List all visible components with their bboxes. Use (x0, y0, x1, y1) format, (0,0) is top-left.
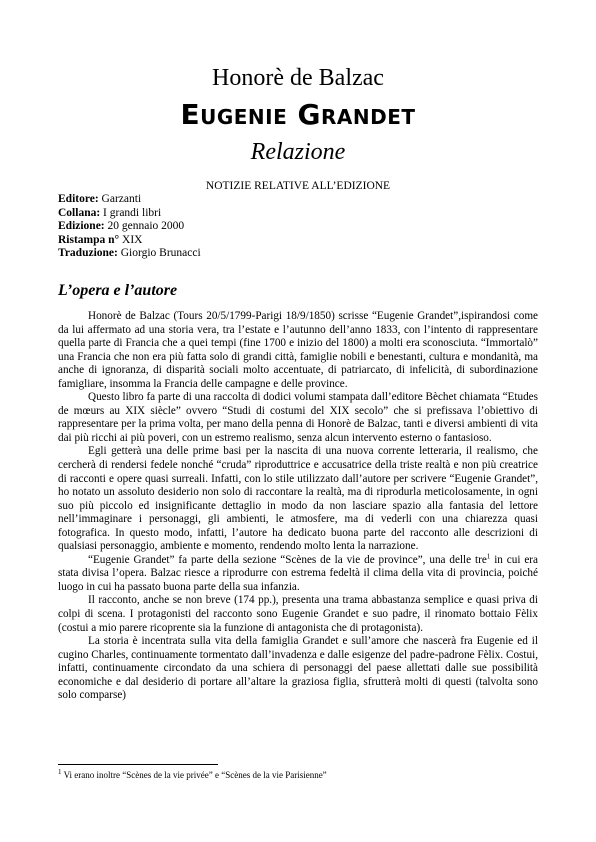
field-label: Ristampa n° (58, 233, 120, 246)
edition-heading: NOTIZIE RELATIVE ALL’EDIZIONE (205, 180, 391, 192)
footnote-reference: 1 (486, 552, 491, 561)
section-body (58, 310, 538, 703)
footnote-text: Vi erano inoltre “Scènes de la vie privée” e “Scènes de la vie Parisienne” (61, 770, 327, 780)
edition-details (58, 193, 538, 261)
field-label: Collana: (58, 206, 101, 219)
field-label: Edizione: (58, 220, 105, 233)
field-label: Editore: (58, 193, 99, 205)
field-value: 20 gennaio 2000 (104, 220, 185, 233)
author-name: Honorè de Balzac (212, 65, 384, 91)
footnote (58, 770, 538, 781)
paragraph: Questo libro fa parte di una raccolta di dodici volumi stampata dall’editore Bèchet chiamata “Etudes de mœurs au XIX siècle” ovvero “Studi di costumi del XIX secolo” che si prefissava l’obiettivo di rappresentare per la prima volta, per mano della penna di Honorè de Balzac, tanti e diversi ambienti di vita dai più ricchi ai più poveri, con un estremo realismo, senza alcun intervento esterno o fantasioso. (58, 391, 538, 444)
field-label: Traduzione: (58, 247, 118, 260)
footnote-divider (58, 764, 218, 765)
field-value: XIX (119, 233, 143, 246)
book-title: Eugenie Grandet (180, 98, 416, 131)
footnote-marker: 1 (58, 768, 62, 776)
paragraph: Egli getterà una delle prime basi per la nascita di una nuova corrente letteraria, il realismo, che cercherà di rendersi fedele nonché “cruda” riproduttrice e accusatrice della triste realtà e non più creatrice di racconti e opere quasi surreali. Infatti, con lo stile utilizzato dall’autore per scrivere “Eugenie Grandet”, ho notato un assoluto desiderio non solo di raccontare la realtà, ma di riprodurla meticolosamente, in ogni suo più piccolo ed insignificante dettaglio in modo da non lasciare spazio alla fantasia del lettore nell’immaginare i personaggi, gli ambienti, le atmosfere, ma di vederli con una chiarezza quasi fotografica. In questo modo, infatti, l’autore ha dedicato buona parte del racconto alle descrizioni di qualsiasi personaggio, ambiente e momento, rendendo molto lenta la narrazione. (58, 445, 538, 553)
paragraph: Il racconto, anche se non breve (174 pp.), presenta una trama abbastanza semplice e quasi priva di colpi di scena. I protagonisti del racconto sono Eugenie Grandet e suo padre, il rinomato bottaio Fèlix (costui a mio parere ricoprente sia la funzione di antagonista che di protagonista). (58, 594, 538, 634)
edition-field-series (58, 207, 538, 221)
edition-field-edition (58, 220, 538, 234)
field-value: Garzanti (98, 193, 142, 205)
paragraph-text-continued: in cui era stata divisa l’opera. Balzac riesce a riprodurre con estrema fedeltà il clima della vita di provincia, poiché luogo in cui ha passato buona parte della sua infanzia. (58, 553, 538, 593)
section-heading: L’opera e l’autore (58, 282, 178, 299)
paragraph-with-footnote (58, 554, 538, 595)
paragraph-text: “Eugenie Grandet” fa parte della sezione “Scènes de la vie de province”, una delle tre (88, 553, 487, 566)
field-value: I grandi libri (100, 206, 162, 219)
field-value: Giorgio Brunacci (117, 247, 201, 260)
document-subtitle: Relazione (250, 139, 346, 165)
edition-field-translation (58, 247, 538, 261)
paragraph: La storia è incentrata sulla vita della famiglia Grandet e sull’amore che nascerà fra Eugenie ed il cugino Charles, continuamente tormentato dall’invadenza e dalle esigenze del padre-padrone Fèlix. Costui, infatti, continuamente circondato da una schiera di personaggi del paese allettati dalle sue possibilità economiche e dal desiderio di portare all’altare la graziosa figlia, sfrutterà molti di questi (talvolta sono solo comparse) (58, 635, 538, 702)
edition-field-publisher (58, 193, 538, 207)
edition-field-reprint (58, 234, 538, 248)
paragraph: Honorè de Balzac (Tours 20/5/1799-Parigi 18/9/1850) scrisse “Eugenie Grandet”,ispirandosi come da lui affermato ad una storia vera, tra l’estate e l’autunno dell’anno 1833, con l’intento di rappresentare quella parte di Francia che a quei tempi (fine 1700 e inizio del 1800) a molti era sconosciuta. “Immortalò” una Francia che non era più fatta solo di grandi città, famiglie nobili e benestanti, cultura e mondanità, ma anche di ignoranza, di disparità sociali molto accentuate, di patriarcato, di infelicità, di subordinazione famigliare, insomma la Francia delle campagne e delle province. (58, 310, 538, 390)
